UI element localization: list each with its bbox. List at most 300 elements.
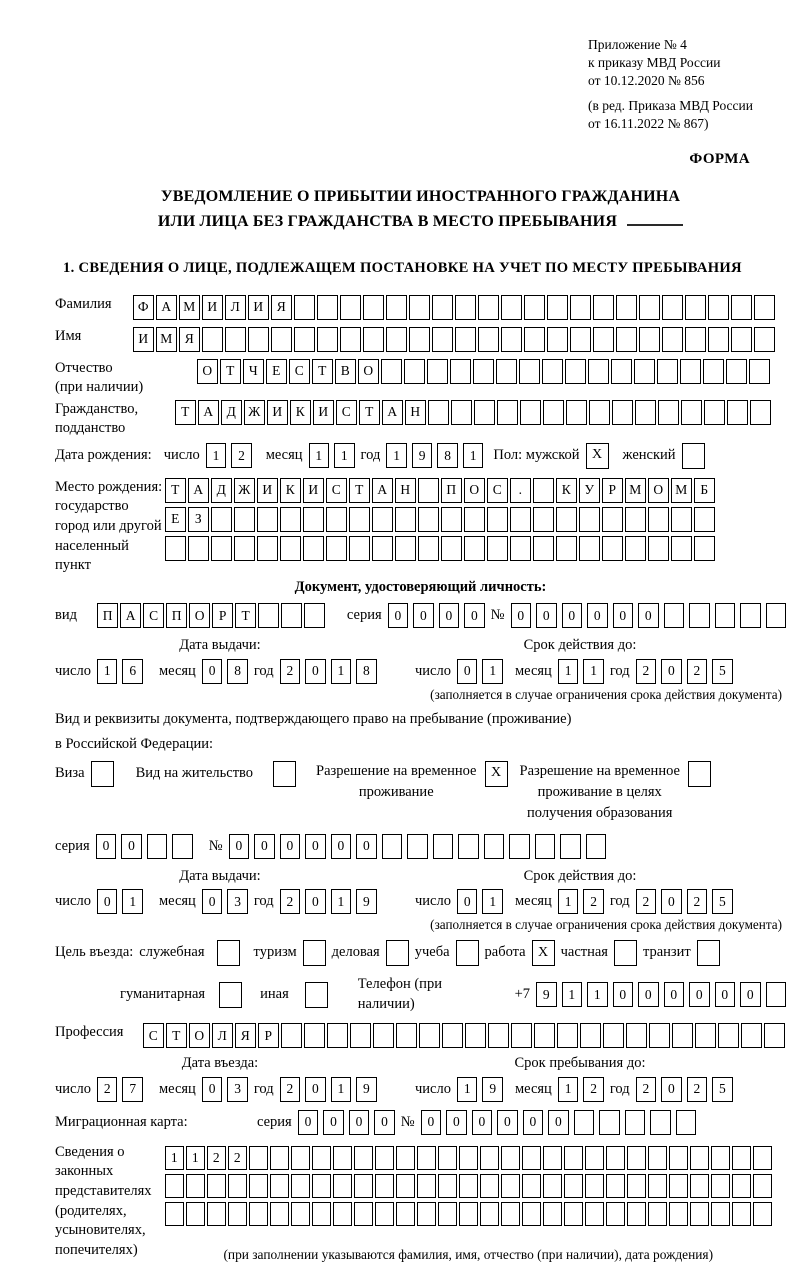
char-cell[interactable]: Д — [211, 478, 232, 503]
char-cell[interactable] — [564, 1202, 583, 1226]
char-cell[interactable] — [704, 400, 725, 425]
char-cell[interactable] — [450, 359, 471, 384]
char-cell[interactable] — [419, 1023, 440, 1048]
char-cell[interactable] — [685, 295, 706, 320]
char-cell[interactable]: 0 — [305, 834, 326, 859]
char-cell[interactable] — [542, 359, 563, 384]
char-cell[interactable]: И — [133, 327, 154, 352]
char-cell[interactable]: Р — [258, 1023, 279, 1048]
char-cell[interactable]: Б — [694, 478, 715, 503]
char-cell[interactable] — [524, 327, 545, 352]
char-cell[interactable] — [501, 1146, 520, 1170]
char-cell[interactable] — [375, 1202, 394, 1226]
char-cell[interactable]: 1 — [583, 659, 604, 684]
char-cell[interactable]: Ж — [234, 478, 255, 503]
char-cell[interactable] — [522, 1146, 541, 1170]
char-cell[interactable] — [579, 507, 600, 532]
char-cell[interactable]: 1 — [331, 1077, 352, 1102]
char-cell[interactable]: О — [648, 478, 669, 503]
char-cell[interactable]: 1 — [331, 659, 352, 684]
char-cell[interactable] — [349, 507, 370, 532]
char-cell[interactable] — [474, 400, 495, 425]
char-cell[interactable] — [291, 1174, 310, 1198]
char-cell[interactable] — [535, 834, 556, 859]
visa-checkbox[interactable] — [91, 761, 114, 787]
char-cell[interactable]: И — [303, 478, 324, 503]
char-cell[interactable]: 0 — [374, 1110, 395, 1135]
char-cell[interactable]: Н — [395, 478, 416, 503]
sex-female-checkbox[interactable] — [682, 443, 705, 469]
char-cell[interactable] — [427, 359, 448, 384]
char-cell[interactable] — [497, 400, 518, 425]
char-cell[interactable]: 0 — [298, 1110, 319, 1135]
char-cell[interactable]: 0 — [457, 889, 478, 914]
char-cell[interactable] — [694, 536, 715, 561]
char-cell[interactable] — [750, 400, 771, 425]
char-cell[interactable] — [543, 1202, 562, 1226]
char-cell[interactable]: И — [313, 400, 334, 425]
char-cell[interactable] — [249, 1202, 268, 1226]
char-cell[interactable] — [396, 1202, 415, 1226]
char-cell[interactable]: Т — [349, 478, 370, 503]
char-cell[interactable] — [570, 295, 591, 320]
char-cell[interactable]: 2 — [583, 1077, 604, 1102]
char-cell[interactable]: 0 — [464, 603, 485, 628]
char-cell[interactable]: 9 — [536, 982, 557, 1007]
char-cell[interactable]: Е — [165, 507, 186, 532]
char-cell[interactable] — [585, 1202, 604, 1226]
char-cell[interactable] — [711, 1202, 730, 1226]
char-cell[interactable] — [606, 1202, 625, 1226]
char-cell[interactable]: С — [487, 478, 508, 503]
char-cell[interactable] — [533, 507, 554, 532]
purpose-study-checkbox[interactable] — [456, 940, 479, 966]
residence-permit-checkbox[interactable] — [273, 761, 296, 787]
char-cell[interactable]: Т — [312, 359, 333, 384]
char-cell[interactable] — [418, 536, 439, 561]
char-cell[interactable] — [451, 400, 472, 425]
char-cell[interactable]: 0 — [96, 834, 117, 859]
char-cell[interactable] — [396, 1174, 415, 1198]
char-cell[interactable] — [207, 1174, 226, 1198]
char-cell[interactable] — [543, 400, 564, 425]
char-cell[interactable] — [281, 1023, 302, 1048]
char-cell[interactable] — [753, 1174, 772, 1198]
purpose-other-checkbox[interactable] — [305, 982, 328, 1008]
char-cell[interactable] — [459, 1202, 478, 1226]
purpose-transit-checkbox[interactable] — [697, 940, 720, 966]
char-cell[interactable]: 0 — [536, 603, 557, 628]
char-cell[interactable] — [690, 1146, 709, 1170]
char-cell[interactable]: 0 — [661, 659, 682, 684]
char-cell[interactable] — [257, 536, 278, 561]
char-cell[interactable]: 0 — [562, 603, 583, 628]
char-cell[interactable]: 0 — [202, 1077, 223, 1102]
char-cell[interactable] — [375, 1146, 394, 1170]
char-cell[interactable] — [496, 359, 517, 384]
char-cell[interactable] — [694, 507, 715, 532]
char-cell[interactable] — [690, 1174, 709, 1198]
char-cell[interactable]: А — [156, 295, 177, 320]
char-cell[interactable] — [464, 536, 485, 561]
char-cell[interactable]: 1 — [186, 1146, 205, 1170]
char-cell[interactable]: Я — [271, 295, 292, 320]
char-cell[interactable] — [626, 1023, 647, 1048]
char-cell[interactable]: 2 — [687, 1077, 708, 1102]
char-cell[interactable]: 0 — [446, 1110, 467, 1135]
char-cell[interactable]: П — [441, 478, 462, 503]
char-cell[interactable]: С — [289, 359, 310, 384]
char-cell[interactable]: 0 — [661, 1077, 682, 1102]
char-cell[interactable]: 8 — [356, 659, 377, 684]
char-cell[interactable]: 0 — [97, 889, 118, 914]
char-cell[interactable] — [404, 359, 425, 384]
char-cell[interactable] — [372, 507, 393, 532]
char-cell[interactable] — [649, 1023, 670, 1048]
char-cell[interactable] — [418, 507, 439, 532]
char-cell[interactable]: 0 — [305, 1077, 326, 1102]
char-cell[interactable] — [165, 536, 186, 561]
char-cell[interactable] — [599, 1110, 620, 1135]
char-cell[interactable] — [317, 327, 338, 352]
char-cell[interactable]: Т — [235, 603, 256, 628]
char-cell[interactable] — [291, 1146, 310, 1170]
char-cell[interactable]: 0 — [664, 982, 685, 1007]
char-cell[interactable] — [524, 295, 545, 320]
char-cell[interactable] — [340, 295, 361, 320]
char-cell[interactable] — [685, 327, 706, 352]
char-cell[interactable] — [520, 400, 541, 425]
char-cell[interactable] — [249, 1146, 268, 1170]
char-cell[interactable] — [731, 295, 752, 320]
char-cell[interactable] — [585, 1174, 604, 1198]
char-cell[interactable] — [354, 1202, 373, 1226]
char-cell[interactable] — [350, 1023, 371, 1048]
char-cell[interactable]: Т — [220, 359, 241, 384]
char-cell[interactable]: 0 — [497, 1110, 518, 1135]
char-cell[interactable] — [669, 1202, 688, 1226]
char-cell[interactable] — [708, 295, 729, 320]
char-cell[interactable] — [303, 507, 324, 532]
char-cell[interactable] — [395, 507, 416, 532]
char-cell[interactable]: 2 — [280, 659, 301, 684]
char-cell[interactable]: 0 — [587, 603, 608, 628]
char-cell[interactable]: 0 — [388, 603, 409, 628]
char-cell[interactable]: В — [335, 359, 356, 384]
char-cell[interactable] — [664, 603, 685, 628]
char-cell[interactable] — [488, 1023, 509, 1048]
char-cell[interactable] — [510, 507, 531, 532]
char-cell[interactable]: З — [188, 507, 209, 532]
char-cell[interactable] — [188, 536, 209, 561]
char-cell[interactable] — [455, 327, 476, 352]
char-cell[interactable] — [417, 1174, 436, 1198]
char-cell[interactable] — [327, 1023, 348, 1048]
char-cell[interactable] — [280, 507, 301, 532]
char-cell[interactable] — [386, 295, 407, 320]
char-cell[interactable] — [732, 1146, 751, 1170]
char-cell[interactable] — [662, 295, 683, 320]
char-cell[interactable]: 2 — [231, 443, 252, 468]
char-cell[interactable] — [165, 1202, 184, 1226]
char-cell[interactable]: Ж — [244, 400, 265, 425]
char-cell[interactable] — [349, 536, 370, 561]
char-cell[interactable] — [648, 1174, 667, 1198]
char-cell[interactable] — [522, 1174, 541, 1198]
char-cell[interactable] — [676, 1110, 697, 1135]
char-cell[interactable]: 0 — [331, 834, 352, 859]
char-cell[interactable] — [312, 1174, 331, 1198]
char-cell[interactable]: 9 — [356, 889, 377, 914]
char-cell[interactable] — [718, 1023, 739, 1048]
char-cell[interactable] — [510, 536, 531, 561]
char-cell[interactable] — [211, 536, 232, 561]
char-cell[interactable]: 1 — [558, 889, 579, 914]
char-cell[interactable] — [234, 507, 255, 532]
char-cell[interactable] — [754, 327, 775, 352]
char-cell[interactable] — [304, 603, 325, 628]
purpose-tourism-checkbox[interactable] — [303, 940, 326, 966]
char-cell[interactable] — [234, 536, 255, 561]
char-cell[interactable] — [732, 1174, 751, 1198]
char-cell[interactable] — [317, 295, 338, 320]
char-cell[interactable] — [669, 1146, 688, 1170]
char-cell[interactable] — [484, 834, 505, 859]
char-cell[interactable] — [291, 1202, 310, 1226]
char-cell[interactable] — [478, 295, 499, 320]
char-cell[interactable] — [511, 1023, 532, 1048]
char-cell[interactable]: 0 — [323, 1110, 344, 1135]
char-cell[interactable] — [428, 400, 449, 425]
char-cell[interactable] — [616, 295, 637, 320]
char-cell[interactable]: 1 — [482, 889, 503, 914]
char-cell[interactable] — [533, 478, 554, 503]
char-cell[interactable] — [627, 1202, 646, 1226]
char-cell[interactable] — [312, 1202, 331, 1226]
char-cell[interactable] — [570, 327, 591, 352]
char-cell[interactable] — [326, 536, 347, 561]
char-cell[interactable] — [304, 1023, 325, 1048]
char-cell[interactable] — [340, 327, 361, 352]
char-cell[interactable]: 9 — [412, 443, 433, 468]
char-cell[interactable] — [627, 1174, 646, 1198]
char-cell[interactable] — [372, 536, 393, 561]
temp-permit-checkbox[interactable]: X — [485, 761, 508, 787]
char-cell[interactable]: М — [671, 478, 692, 503]
char-cell[interactable] — [417, 1146, 436, 1170]
char-cell[interactable] — [303, 536, 324, 561]
char-cell[interactable] — [333, 1174, 352, 1198]
char-cell[interactable] — [627, 1146, 646, 1170]
char-cell[interactable] — [228, 1202, 247, 1226]
char-cell[interactable]: К — [280, 478, 301, 503]
char-cell[interactable]: И — [257, 478, 278, 503]
char-cell[interactable] — [480, 1146, 499, 1170]
char-cell[interactable]: Т — [165, 478, 186, 503]
char-cell[interactable] — [270, 1202, 289, 1226]
char-cell[interactable]: О — [189, 1023, 210, 1048]
char-cell[interactable]: Т — [166, 1023, 187, 1048]
char-cell[interactable] — [650, 1110, 671, 1135]
char-cell[interactable] — [681, 400, 702, 425]
char-cell[interactable]: Ч — [243, 359, 264, 384]
char-cell[interactable] — [258, 603, 279, 628]
char-cell[interactable] — [333, 1202, 352, 1226]
char-cell[interactable] — [711, 1174, 730, 1198]
char-cell[interactable] — [186, 1202, 205, 1226]
char-cell[interactable]: И — [248, 295, 269, 320]
char-cell[interactable]: 0 — [661, 889, 682, 914]
char-cell[interactable]: О — [189, 603, 210, 628]
char-cell[interactable]: 0 — [523, 1110, 544, 1135]
char-cell[interactable] — [593, 295, 614, 320]
char-cell[interactable] — [635, 400, 656, 425]
char-cell[interactable]: 2 — [97, 1077, 118, 1102]
temp-permit-edu-checkbox[interactable] — [688, 761, 711, 787]
char-cell[interactable]: О — [197, 359, 218, 384]
char-cell[interactable]: 1 — [457, 1077, 478, 1102]
char-cell[interactable]: 0 — [349, 1110, 370, 1135]
char-cell[interactable]: 1 — [334, 443, 355, 468]
char-cell[interactable]: 1 — [558, 1077, 579, 1102]
char-cell[interactable]: 0 — [613, 982, 634, 1007]
char-cell[interactable]: 2 — [687, 889, 708, 914]
char-cell[interactable] — [459, 1174, 478, 1198]
char-cell[interactable]: 8 — [437, 443, 458, 468]
char-cell[interactable] — [749, 359, 770, 384]
char-cell[interactable] — [186, 1174, 205, 1198]
char-cell[interactable]: 5 — [712, 1077, 733, 1102]
char-cell[interactable] — [715, 603, 736, 628]
char-cell[interactable] — [602, 507, 623, 532]
char-cell[interactable] — [754, 295, 775, 320]
char-cell[interactable]: 1 — [463, 443, 484, 468]
char-cell[interactable] — [478, 327, 499, 352]
char-cell[interactable] — [257, 507, 278, 532]
char-cell[interactable] — [616, 327, 637, 352]
char-cell[interactable]: 0 — [280, 834, 301, 859]
char-cell[interactable] — [547, 327, 568, 352]
char-cell[interactable] — [639, 295, 660, 320]
char-cell[interactable] — [639, 327, 660, 352]
char-cell[interactable] — [294, 327, 315, 352]
char-cell[interactable] — [606, 1146, 625, 1170]
char-cell[interactable] — [766, 982, 787, 1007]
char-cell[interactable]: 0 — [254, 834, 275, 859]
char-cell[interactable]: Ф — [133, 295, 154, 320]
char-cell[interactable] — [432, 295, 453, 320]
char-cell[interactable]: 7 — [122, 1077, 143, 1102]
char-cell[interactable] — [418, 478, 439, 503]
char-cell[interactable]: М — [625, 478, 646, 503]
char-cell[interactable]: 1 — [206, 443, 227, 468]
char-cell[interactable]: Т — [359, 400, 380, 425]
char-cell[interactable] — [225, 327, 246, 352]
char-cell[interactable]: 1 — [558, 659, 579, 684]
char-cell[interactable] — [657, 359, 678, 384]
char-cell[interactable] — [672, 1023, 693, 1048]
char-cell[interactable] — [593, 327, 614, 352]
char-cell[interactable]: 0 — [472, 1110, 493, 1135]
char-cell[interactable] — [172, 834, 193, 859]
char-cell[interactable]: 0 — [457, 659, 478, 684]
sex-male-checkbox[interactable]: X — [586, 443, 609, 469]
char-cell[interactable] — [442, 1023, 463, 1048]
char-cell[interactable] — [766, 603, 787, 628]
char-cell[interactable] — [611, 359, 632, 384]
char-cell[interactable]: А — [382, 400, 403, 425]
char-cell[interactable]: 6 — [122, 659, 143, 684]
char-cell[interactable]: Д — [221, 400, 242, 425]
char-cell[interactable]: 0 — [613, 603, 634, 628]
char-cell[interactable]: 5 — [712, 659, 733, 684]
char-cell[interactable] — [396, 1023, 417, 1048]
char-cell[interactable] — [708, 327, 729, 352]
char-cell[interactable] — [382, 834, 403, 859]
char-cell[interactable]: О — [464, 478, 485, 503]
char-cell[interactable] — [557, 1023, 578, 1048]
char-cell[interactable] — [270, 1174, 289, 1198]
char-cell[interactable]: 0 — [421, 1110, 442, 1135]
char-cell[interactable]: 1 — [482, 659, 503, 684]
char-cell[interactable] — [473, 359, 494, 384]
char-cell[interactable]: 0 — [202, 659, 223, 684]
char-cell[interactable] — [671, 536, 692, 561]
char-cell[interactable] — [501, 295, 522, 320]
char-cell[interactable] — [533, 536, 554, 561]
char-cell[interactable] — [294, 295, 315, 320]
char-cell[interactable] — [727, 400, 748, 425]
char-cell[interactable] — [501, 1202, 520, 1226]
char-cell[interactable] — [731, 327, 752, 352]
char-cell[interactable] — [711, 1146, 730, 1170]
char-cell[interactable]: Л — [212, 1023, 233, 1048]
char-cell[interactable] — [417, 1202, 436, 1226]
char-cell[interactable] — [333, 1146, 352, 1170]
char-cell[interactable] — [438, 1202, 457, 1226]
char-cell[interactable] — [648, 1202, 667, 1226]
char-cell[interactable] — [480, 1174, 499, 1198]
char-cell[interactable]: О — [358, 359, 379, 384]
char-cell[interactable] — [602, 536, 623, 561]
char-cell[interactable] — [249, 1174, 268, 1198]
char-cell[interactable] — [395, 536, 416, 561]
char-cell[interactable]: 1 — [165, 1146, 184, 1170]
char-cell[interactable]: 0 — [229, 834, 250, 859]
char-cell[interactable] — [509, 834, 530, 859]
char-cell[interactable] — [547, 295, 568, 320]
char-cell[interactable]: С — [326, 478, 347, 503]
char-cell[interactable] — [354, 1174, 373, 1198]
char-cell[interactable]: 0 — [202, 889, 223, 914]
char-cell[interactable]: 0 — [740, 982, 761, 1007]
char-cell[interactable] — [556, 536, 577, 561]
char-cell[interactable]: П — [97, 603, 118, 628]
char-cell[interactable] — [248, 327, 269, 352]
char-cell[interactable] — [556, 507, 577, 532]
char-cell[interactable] — [271, 327, 292, 352]
char-cell[interactable]: 0 — [511, 603, 532, 628]
char-cell[interactable]: 2 — [636, 889, 657, 914]
char-cell[interactable] — [312, 1146, 331, 1170]
char-cell[interactable] — [228, 1174, 247, 1198]
char-cell[interactable]: М — [179, 295, 200, 320]
char-cell[interactable] — [326, 507, 347, 532]
char-cell[interactable]: С — [336, 400, 357, 425]
char-cell[interactable] — [281, 603, 302, 628]
char-cell[interactable] — [753, 1202, 772, 1226]
char-cell[interactable] — [375, 1174, 394, 1198]
